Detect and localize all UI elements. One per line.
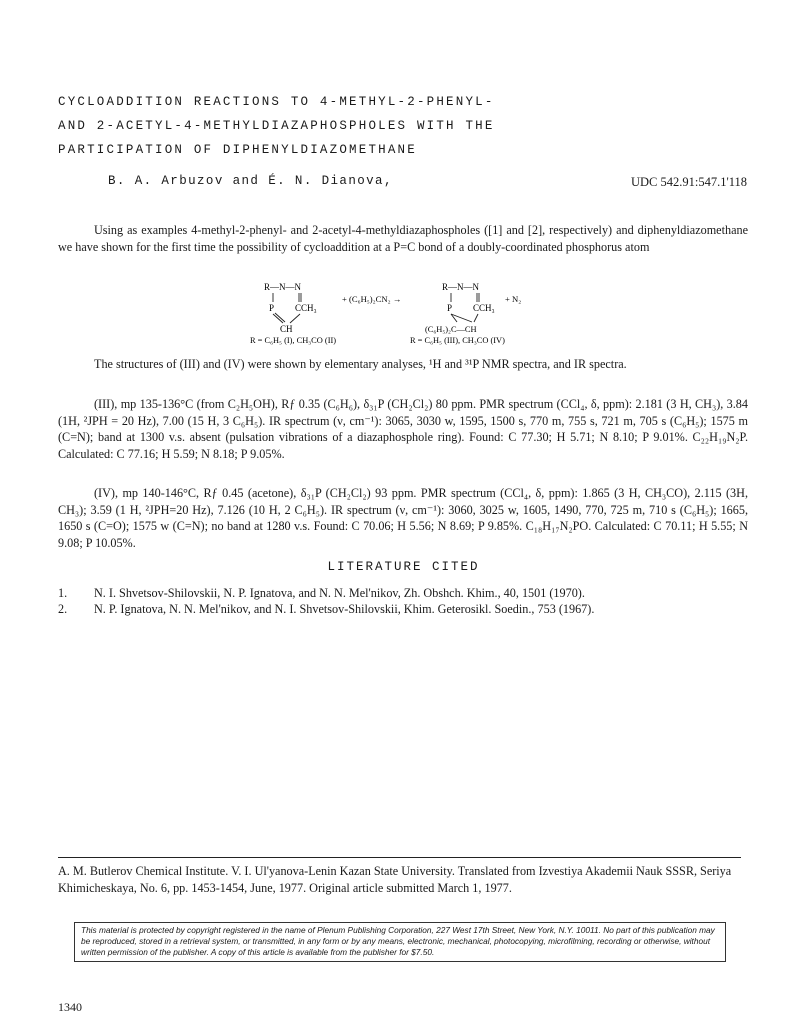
- title-line-3: PARTICIPATION OF DIPHENYLDIAZOMETHANE: [58, 143, 417, 157]
- compound-iv-paragraph: (IV), mp 140-146°C, Rƒ 0.45 (acetone), δ₃₁P (CH₂Cl₂) 93 ppm. PMR spectrum (CCl₄, δ, ppm): 1.865 (3 H, CH₃CO), 2.115 (3H, CH₃); 3.59 (1 H, ²JPH=20 Hz), 7.126 (10 H, 2 C₆H₅). IR spectrum (ν, cm⁻¹): 3060, 3025 w, 1605, 1490, 770, 725 m, 710 s (C₆H₅); 1665, 1650 s (C=O); 1575 w (C=N); no band at 1280 v.s. Found: C 70.06; H 5.56; N 8.69; P 9.85%. C₁₈H₁₇N₂PO. Calculated: C 70.11; H 5.55; N 9.08; P 10.05%.: [58, 486, 748, 550]
- intro-paragraph: Using as examples 4-methyl-2-phenyl- and 2-acetyl-4-methyldiazaphospholes ([1] and [2], respectively) and diphenyldiazomethane we have shown for the first time the possibility of cycloaddition at a P=C bond of a doubly-coordinated phosphorus atom: [58, 223, 748, 254]
- literature-heading: LITERATURE CITED: [327, 560, 480, 574]
- left-ring-p: P: [269, 303, 275, 313]
- right-ring-p: P: [447, 303, 453, 313]
- product-n2: + N₂: [505, 294, 522, 304]
- reference-number: 2.: [58, 602, 68, 616]
- title-line-2: AND 2-ACETYL-4-METHYLDIAZAPHOSPHOLES WITH THE: [58, 119, 495, 133]
- article-title: [58, 90, 758, 162]
- reference-item: [58, 586, 758, 601]
- left-ring-top: R—N—N: [264, 282, 302, 292]
- left-ring-ch: CH: [280, 324, 293, 334]
- left-ring-cch3: CCH₃: [295, 303, 317, 313]
- reference-text: N. I. Shvetsov-Shilovskii, N. P. Ignatova, and N. N. Mel'nikov, Zh. Obshch. Khim., 40, 1501 (1970).: [94, 586, 585, 600]
- page-number: 1340: [58, 1000, 82, 1014]
- compound-iii-paragraph: (III), mp 135-136°C (from C₂H₅OH), Rƒ 0.35 (C₆H₆), δ₃₁P (CH₂Cl₂) 80 ppm. PMR spectrum (CCl₄, δ, ppm): 2.181 (3 H, CH₃), 3.84 (1H, ²JPH = 20 Hz), 7.00 (15 H, 3 C₆H₅). IR spectrum (ν, cm⁻¹): 3065, 3030 w, 1595, 1500 s, 770 m, 755 s, 721 m, 705 s (C₆H₅); 1575 m (C=N); band at 1300 v.s. absent (pulsation vibrations of a diazaphosphole ring). Found: C 77.30; H 5.71; N 8.10; P 9.01%. C₂₂H₁₉N₂P. Calculated: C 77.16; H 5.59; N 8.18; P 9.05%.: [58, 397, 748, 461]
- right-ring-cch3: CCH₃: [473, 303, 495, 313]
- footnote-divider: [58, 857, 741, 858]
- udc-code: UDC 542.91:547.1'118: [630, 175, 747, 189]
- left-caption: R = C₆H₅ (I), CH₃CO (II): [250, 336, 337, 345]
- structures-paragraph: The structures of (III) and (IV) were shown by elementary analyses, ¹H and ³¹P NMR spectra, and IR spectra.: [94, 357, 627, 371]
- reference-text: N. P. Ignatova, N. N. Mel'nikov, and N. I. Shvetsov-Shilovskii, Khim. Geterosikl. Soedin., 753 (1967).: [94, 602, 595, 616]
- reagent: + (C₆H₅)₂CN₂ →: [342, 294, 402, 304]
- right-ring-top: R—N—N: [442, 282, 480, 292]
- affiliation-footnote: A. M. Butlerov Chemical Institute. V. I. Ul'yanova-Lenin Kazan State University. Translated from Izvestiya Akademii Nauk SSSR, Seriya Khimicheskaya, No. 6, pp. 1453-1454, June, 1977. Original article submitted March 1, 1977.: [58, 864, 732, 895]
- reference-item: [58, 602, 758, 617]
- copyright-notice: This material is protected by copyright registered in the name of Plenum Publishing Corporation, 227 West 17th Street, New York, N.Y. 10011. No part of this publication may be reproduced, stored in a retrieval system, or transmitted, in any form or by any means, electronic, mechanical, photocopying, microfilming, recording or otherwise, without written permission of the publisher. A copy of this article is available from the publisher for $7.50.: [74, 922, 726, 962]
- right-ring-bottom: (C₆H₅)₂C—CH: [425, 325, 477, 334]
- reaction-scheme: [250, 280, 570, 350]
- title-line-1: CYCLOADDITION REACTIONS TO 4-METHYL-2-PHENYL-: [58, 95, 495, 109]
- reference-number: 1.: [58, 586, 68, 600]
- authors: B. A. Arbuzov and É. N. Dianova,: [108, 174, 393, 188]
- right-caption: R = C₆H₅ (III), CH₃CO (IV): [410, 336, 505, 345]
